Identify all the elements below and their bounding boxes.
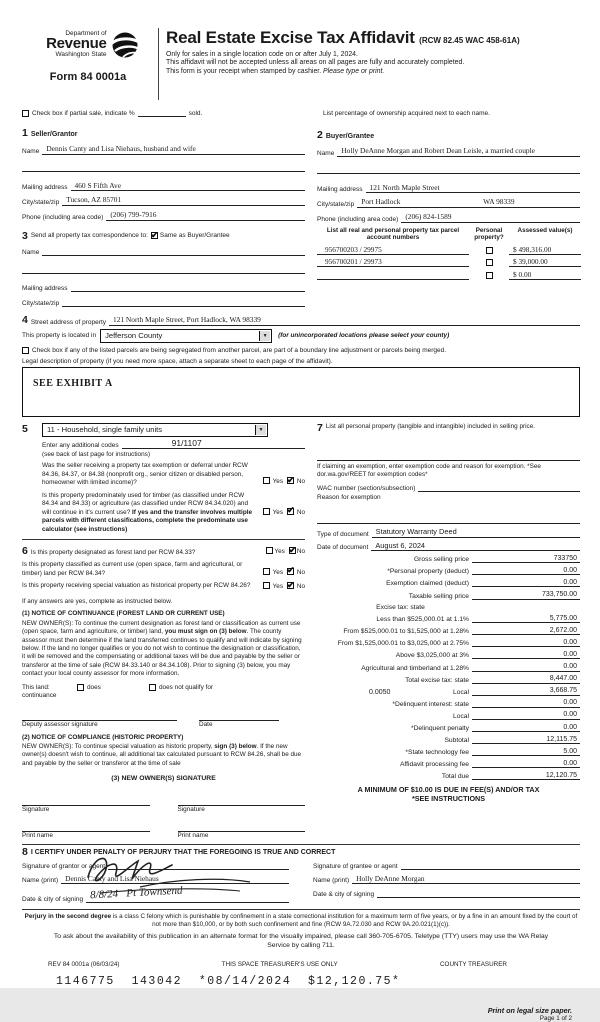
page-indicator: Page 1 of 2 — [539, 1015, 572, 1022]
wa-state-label: Washington State — [55, 51, 107, 58]
question-forest-land: 6 Is this property designated as forest land per RCW 84.33? Yes ✔ No — [22, 546, 305, 557]
certify-statement: I CERTIFY UNDER PENALTY OF PERJURY THAT THE FOREGOING IS TRUE AND CORRECT — [30, 849, 336, 857]
section-8-number: 8 — [22, 846, 28, 859]
reason-exemption-area[interactable] — [317, 501, 580, 523]
document-type-field[interactable]: Statutory Warranty Deed — [372, 528, 580, 538]
assessed-value-field[interactable]: $ 0.00 — [509, 270, 581, 280]
property-street-field[interactable]: 121 North Maple Street, Port Hadlock, WA 98339 — [109, 316, 580, 326]
parcel-row — [317, 257, 581, 267]
total-due-field[interactable]: 12,120.75 — [472, 772, 580, 781]
currentuse-no-checkbox[interactable] — [287, 568, 294, 575]
section-1-seller: 1 Seller/Grantor Name Dennis Canty and Lisa Niehaus, husband and wife Mailing address 460 S Fifth Ave City/state/zip Tucson, AZ 85701 Phone (including area code) (206) 799-7916 — [22, 123, 305, 223]
exemption-deduct-field[interactable]: 0.00 — [472, 579, 580, 588]
header-divider — [158, 28, 159, 100]
grantor-signing-block: Signature of grantor or agent Name (print) Dennis Canty and Lisa Niehaus Date & city of signing 8/8/24 Pt Townsend — [22, 861, 289, 903]
new-owner-signature-2[interactable]: Signature — [178, 796, 306, 813]
new-owner-signature-title: (3) NEW OWNER(S) SIGNATURE — [111, 775, 216, 783]
partial-sale-label: Check box if partial sale, indicate % — [32, 110, 135, 117]
question-current-use: Is this property classified as current use (open space, farm and agricultural, or timber) land per RCW 84.34? Yes ✔ No — [22, 561, 305, 578]
parcel-row — [317, 245, 581, 255]
rev-number: REV 84 0001a (06/03/24) — [48, 961, 120, 969]
section-6 — [22, 539, 305, 839]
parcel-row — [317, 270, 581, 280]
buyer-phone-field[interactable]: (206) 824-1589 — [401, 213, 580, 223]
new-owner-printname-1[interactable]: Print name — [22, 822, 150, 839]
correspondence-mailing-field[interactable] — [71, 283, 305, 292]
personal-property-checkbox[interactable] — [486, 247, 493, 254]
question-historic: Is this property receiving special valuation as historical property per RCW 84.26? Yes ✔ No — [22, 582, 305, 592]
question-timber-agriculture: Is this property predominately used for timber (as classified under RCW 84.34 and 84.33) or agriculture (as classified under RCW 84.34.020) and will continue in it's current use? If yes and the transfer involves multiple parcels with different classifications, complete the predominate use calculator (see instructions) Yes ✔ No — [42, 492, 305, 534]
seller-phone-field[interactable]: (206) 799-7916 — [106, 211, 305, 221]
section-1-title: Seller/Grantor — [30, 131, 78, 138]
county-treasurer-label: COUNTY TREASURER — [440, 961, 507, 969]
grantee-datecity-field[interactable] — [377, 889, 580, 898]
section-5-number: 5 — [22, 423, 28, 436]
dept-of-label: Department of — [65, 30, 107, 37]
section-3-number: 3 — [22, 229, 28, 242]
correspondence-citystatezip-field[interactable] — [62, 298, 305, 307]
rcw-reference: (RCW 82.45 WAC 458-61A) — [419, 36, 520, 45]
tier2-tax-field[interactable]: 2,672.00 — [472, 627, 580, 636]
buyer-statezip-field[interactable]: WA 98339 — [479, 198, 580, 208]
affidavit-processing-fee-field[interactable]: 0.00 — [472, 760, 580, 769]
tier4-tax-field[interactable]: 0.00 — [472, 651, 580, 660]
personal-property-label: List all personal property (tangible and intangible) included in selling price. — [325, 422, 536, 430]
personal-property-list-area[interactable] — [317, 433, 580, 457]
delinquent-penalty-field[interactable]: 0.00 — [472, 724, 580, 733]
header-note-3: This form is your receipt when stamped by cashier. Please type or print. — [166, 68, 385, 76]
section-3-correspondence: 3 Send all property tax correspondence to: ✔ Same as Buyer/Grantee Name Mailing address City/state/zip — [22, 231, 305, 308]
segregated-parcel-checkbox[interactable] — [22, 347, 29, 354]
ownership-percentage-note: List percentage of ownership acquired next to each name. — [323, 110, 490, 117]
new-owner-printname-2[interactable]: Print name — [178, 822, 306, 839]
legal-paper-note: Print on legal size paper. — [487, 1006, 572, 1016]
section-2-buyer: 2 Buyer/Grantee Name Holly DeAnne Morgan and Robert Dean Leisle, a married couple Mailing address 121 North Maple Street City/state/zip Port Hadlock WA 98339 Phone (including area code) (206) 824-1589 — [317, 123, 580, 223]
codes-note: (see back of last page for instructions) — [42, 451, 150, 459]
delinquent-interest-state-field[interactable]: 0.00 — [472, 699, 580, 708]
land-use-code-dropdown[interactable]: 11 - Household, single family units ▼ — [42, 423, 268, 437]
revenue-label: Revenue — [46, 35, 107, 52]
form-number: Form 84 0001a — [49, 71, 127, 83]
grantor-datecity-handwriting: 8/8/24 Pt Townsend — [89, 885, 183, 902]
subtotal-field[interactable]: 12,115.75 — [472, 736, 580, 745]
grantor-printname-field[interactable]: Dennis Canty and Lisa Niehaus — [61, 875, 289, 885]
legal-description-value: SEE EXHIBIT A — [33, 377, 113, 389]
minimum-due-note: A MINIMUM OF $10.00 IS DUE IN FEE(S) AND/OR TAX — [357, 785, 540, 795]
perjury-notice: Perjury in the second degree is a class C felony which is punishable by confinement in a state correctional institution for a maximum term of five years, or by a fine in an amount fixed by the court of not more than $10,000, or by both such confinement and fine (RCW 9A.72.030 and RCW 9A.20.021(1)(c)). — [22, 909, 580, 929]
deputy-assessor-date[interactable]: Date — [199, 711, 279, 728]
section-7-number: 7 — [317, 421, 323, 434]
section-1-number: 1 — [22, 127, 28, 139]
deputy-assessor-signature[interactable]: Deputy assessor signature — [22, 711, 177, 728]
local-rate-value: 0.0050 — [369, 688, 391, 696]
parcel-number-field[interactable] — [317, 270, 469, 280]
continuance-label: continuance — [22, 691, 57, 699]
same-as-buyer-checkbox[interactable] — [151, 232, 158, 239]
treasurer-space-label: THIS SPACE TREASURER'S USE ONLY — [221, 961, 338, 969]
personal-property-checkbox[interactable] — [486, 259, 493, 266]
buyer-city-field[interactable]: Port Hadlock — [357, 198, 479, 208]
section-2-title: Buyer/Grantee — [325, 133, 375, 140]
historic-yes-checkbox[interactable] — [263, 582, 270, 589]
parcel-number-field[interactable]: 956700203 / 29975 — [317, 245, 469, 255]
form-header — [22, 26, 580, 100]
timber-yes-checkbox[interactable] — [263, 508, 270, 515]
reason-exemption-label: Reason for exemption — [317, 493, 381, 501]
county-dropdown[interactable]: Jefferson County ▼ — [100, 329, 272, 343]
seller-name-field[interactable]: Dennis Canty and Lisa Niehaus, husband and wife — [42, 145, 305, 155]
taxable-selling-price-field[interactable]: 733,750.00 — [472, 591, 580, 600]
assessed-value-field[interactable]: $ 39,000.00 — [509, 257, 581, 267]
notice-continuance-text: NEW OWNER(S): To continue the current designation as forest land or classification as current use (open space, farm and agriculture, or timber) land, you must sign on (3) below. The county assessor must then determine if the land transferred continues to qualify and will indicate by signing below. If the land no longer qualifies or you do not wish to continue the designation or classification, it will be removed and the compensating or additional taxes will be due and payable by the seller or transferor at the time of sale (RCW 84.33.140 or 84.34.108). Prior to signing (3) below, you may contact your local county assessor for more information. — [22, 619, 302, 678]
county-note: (for unincorporated locations please select your county) — [278, 332, 450, 340]
new-owner-signature-1[interactable]: Signature — [22, 796, 150, 813]
personal-property-checkbox[interactable] — [486, 272, 493, 279]
personal-property-deduct-field[interactable]: 0.00 — [472, 567, 580, 576]
legal-description-box[interactable] — [22, 367, 580, 417]
if-any-yes-note: If any answers are yes, complete as instructed below. — [22, 597, 173, 605]
legal-description-label: Legal description of property (if you need more space, attach a separate sheet to each page of the affidavit). — [22, 357, 333, 365]
grantee-signature-field[interactable] — [401, 861, 580, 870]
header-note-2: This affidavit will not be accepted unless all areas on all pages are fully and accurately completed. — [166, 59, 465, 67]
assessed-value-col-header: Assessed value(s) — [517, 226, 573, 234]
parcel-table — [317, 227, 581, 308]
notice-compliance-title: (2) NOTICE OF COMPLIANCE (HISTORIC PROPERTY) — [22, 733, 184, 741]
grantee-printname-field[interactable]: Holly DeAnne Morgan — [352, 875, 580, 885]
document-date-field[interactable]: August 6, 2024 — [371, 542, 580, 552]
treasurer-stamp: 1146775 143042 *08/14/2024 $12,120.75* — [56, 975, 401, 989]
buyer-mailing-field[interactable]: 121 North Maple Street — [366, 184, 580, 194]
total-excise-state-field[interactable]: 8,447.00 — [472, 675, 580, 684]
excise-tax-state-heading: Excise tax: state — [376, 604, 425, 612]
section-4-number: 4 — [22, 314, 28, 327]
notice-compliance-text: NEW OWNER(S): To continue special valuation as historic property, sign (3) below. If the new owner(s) doesn't wish to continue, all additional tax calculated pursuant to RCW 84.26, shall be due and payable by the seller or transferor at the time of sale — [22, 743, 302, 767]
parcel-number-field[interactable]: 956700201 / 29973 — [317, 257, 469, 267]
currentuse-yes-checkbox[interactable] — [263, 568, 270, 575]
agricultural-tax-field[interactable]: 0.00 — [472, 663, 580, 672]
parcel-col-header: List all real and personal property tax parcel account numbers — [326, 226, 460, 242]
correspondence-name-field-2[interactable] — [22, 265, 305, 274]
forest-yes-checkbox[interactable] — [266, 547, 273, 554]
buyer-name-field[interactable]: Holly DeAnne Morgan and Robert Dean Leisle, a married couple — [337, 147, 580, 157]
land-qualify-row: This land: does does not qualify for — [22, 683, 213, 691]
additional-codes-field[interactable]: 91/1107 — [122, 439, 305, 450]
local-tax-field[interactable]: 3,668.75 — [472, 687, 580, 696]
partial-sale-sold-label: sold. — [188, 110, 203, 117]
question-tax-exemption: Was the seller receiving a property tax exemption or deferral under RCW 84.36, 84.37, or 84.38 (nonprofit org., senior citizen or disabled person, homeowner with limited income)? Yes ✔ No — [42, 462, 305, 487]
state-technology-fee-field[interactable]: 5.00 — [472, 748, 580, 757]
partial-sale-checkbox[interactable] — [22, 110, 29, 117]
seller-citystatezip-field[interactable]: Tucson, AZ 85701 — [62, 196, 305, 206]
dor-swirl-icon — [109, 30, 141, 64]
timber-no-checkbox[interactable] — [287, 508, 294, 515]
dropdown-arrow-icon[interactable]: ▼ — [259, 331, 270, 341]
grantee-signing-block: Signature of grantee or agent Name (print) Holly DeAnne Morgan Date & city of signing — [313, 861, 580, 903]
tier1-tax-field[interactable]: 5,775.00 — [472, 615, 580, 624]
forest-no-checkbox[interactable] — [289, 547, 296, 554]
grantor-signature-field[interactable] — [108, 861, 289, 870]
tax-computation: Gross selling price 733750 *Personal property (deduct) 0.00 Exemption claimed (deduct) 0.00 Taxable selling price 733,750.00 Excise tax: state Less than $525,000.01 at 1.1% 5,775.00 From $525,000.01 to $1,525,000 at 1.28% 2,672.00 From $1,525,000.01 to $3,025,000 at 2.75% 0.00 Above $3,025,000 at 3% 0.00 Agricultural and timberland at 1.28% 0.00 Total excise tax: state 8,447.00 0.0050 Local 3,668.75 *Delinquent interest: state 0.00 Local 0.00 *Delinquent penalty 0.00 Subtotal 12,115.75 *State technology fee 5.00 Affidavit processing fee 0.00 Total due 12,120.75 A MINIMUM OF $10.00 IS DUE IN FEE(S) AND/OR TAX *SEE INSTRUCTIONS — [317, 555, 580, 804]
tier3-tax-field[interactable]: 0.00 — [472, 639, 580, 648]
alternate-format-notice: To ask about the availability of this publication in an alternate format for the visually impaired, please call 360-705-6705. Teletype (TTY) users may use the WA Relay Service by calling 711. — [53, 933, 549, 950]
partial-sale-percent-field[interactable] — [138, 107, 186, 117]
see-instructions-note: *SEE INSTRUCTIONS — [411, 794, 486, 804]
buyer-name-field-2[interactable] — [317, 165, 580, 174]
same-as-buyer-label: Same as Buyer/Grantee — [159, 232, 230, 240]
seller-name-field-2[interactable] — [22, 163, 305, 172]
delinquent-interest-local-field[interactable]: 0.00 — [472, 711, 580, 720]
does-not-qualify-checkbox[interactable] — [149, 684, 156, 691]
does-qualify-checkbox[interactable] — [77, 684, 84, 691]
section-6-number: 6 — [22, 545, 28, 558]
correspondence-name-field[interactable] — [42, 247, 305, 256]
wac-number-field[interactable] — [418, 483, 580, 492]
notice-continuance-title: (1) NOTICE OF CONTINUANCE (FOREST LAND OR CURRENT USE) — [22, 610, 225, 618]
header-note-1: Only for sales in a single location code on or after July 1, 2024. — [166, 50, 358, 58]
historic-no-checkbox[interactable] — [287, 582, 294, 589]
exemption-instructions: If claiming an exemption, enter exemption code and reason for exemption. *See dor.wa.gov/REET for exemption codes* — [317, 460, 580, 480]
personal-property-col-header: Personal property? — [474, 226, 504, 242]
section-4-property: 4 Street address of property 121 North Maple Street, Port Hadlock, WA 98339 This property is located in Jefferson County ▼ (for unincorporated locations please select your county) Check box if any of the listed parcels are being segregated from another parcel, are part of a boundary line adjustment or parcels being merged. Legal description of property (if you need more space, attach a separate sheet to each page of the affidavit). SEE EXHIBIT A — [22, 315, 580, 417]
gross-selling-price-field[interactable]: 733750 — [472, 555, 580, 564]
dropdown-arrow-icon[interactable]: ▼ — [255, 425, 266, 435]
section-8-certification — [22, 844, 580, 903]
page-title: Real Estate Excise Tax Affidavit — [166, 28, 415, 47]
section-5: 5 11 - Household, single family units ▼ Enter any additional codes 91/1107 (see back of last page for instructions) Was the seller receiving a property tax exemption or deferral under RCW 84.36, 84.37, or 84.38 (nonprofit org., senior citizen or disabled person, homeowner with limited income)? Yes ✔ No Is this property predominately used for timber (as classified under RCW 84.34 and 84.33) or agriculture (as classified under RCW 84.34.020) and will continue in it's current use? If yes and the transfer involves multiple parcels with different classifications, complete the predominate use calculator (see instructions) Yes ✔ No — [22, 423, 305, 534]
exemption-no-checkbox[interactable] — [287, 477, 294, 484]
section-2-number: 2 — [317, 129, 323, 141]
exemption-yes-checkbox[interactable] — [263, 477, 270, 484]
grantor-datecity-field[interactable] — [86, 885, 289, 903]
seller-mailing-field[interactable]: 460 S Fifth Ave — [71, 182, 305, 192]
dor-logo-block — [22, 26, 154, 83]
section-7: 7 List all personal property (tangible and intangible) included in selling price. If claiming an exemption, enter exemption code and reason for exemption. *See dor.wa.gov/REET for exemption codes* WAC number (section/subsection) Reason for exemption Type of document Statutory Warranty Deed Date of document August 6, 2024 — [317, 423, 580, 552]
assessed-value-field[interactable]: $ 498,316.00 — [509, 245, 581, 255]
segregated-parcel-label: Check box if any of the listed parcels are being segregated from another parcel, are part of a boundary line adjustment or parcels being merged. — [32, 346, 447, 354]
